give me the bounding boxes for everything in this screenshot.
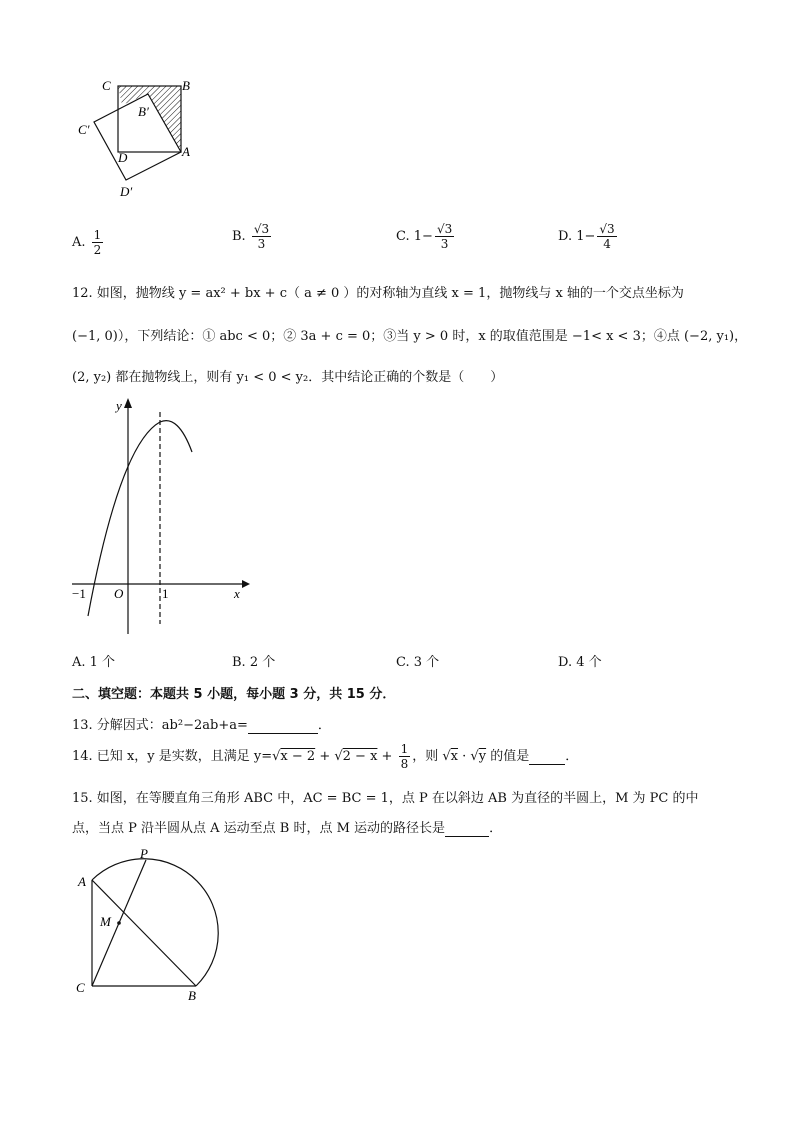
label-B-prime: B′ — [138, 104, 149, 119]
numerator: 1 — [400, 742, 409, 756]
label-O: O — [114, 586, 124, 601]
radicand-1: x − 2 — [280, 749, 316, 764]
sqrt-sign: √ — [334, 749, 343, 764]
figure-q15-semicircle — [70, 840, 230, 1010]
q13-answer-blank[interactable] — [248, 718, 318, 734]
numerator: √3 — [599, 222, 615, 236]
sqrt-sign: √ — [470, 749, 479, 764]
q15-end: ． — [489, 821, 503, 836]
q14-end: ． — [565, 749, 579, 764]
q13-end: ． — [317, 718, 331, 733]
fraction — [399, 742, 411, 771]
q14-answer-blank[interactable] — [529, 749, 565, 765]
q12-option-c[interactable]: C. 3 个 — [396, 655, 440, 670]
q15-line-1: 15. 如图，在等腰直角三角形 ABC 中，AC = BC = 1，点 P 在以斜边 AB 为直径的半圆上，M 为 PC 的中 — [72, 791, 699, 806]
option-prefix: 1− — [576, 229, 596, 244]
numerator: √3 — [436, 222, 453, 236]
q15-answer-blank[interactable] — [445, 821, 489, 837]
denominator: 2 — [93, 243, 102, 257]
label-B: B — [182, 78, 190, 93]
q14-text-start: 14. 已知 x，y 是实数，且满足 y= — [72, 749, 273, 764]
q14 — [72, 742, 578, 771]
q11-option-c[interactable] — [396, 222, 456, 251]
option-label: A. — [72, 235, 86, 250]
fraction — [92, 228, 104, 257]
figure-q12-parabola — [66, 392, 256, 642]
q12-option-d[interactable]: D. 4 个 — [558, 655, 602, 670]
q12-line-3: (2, y₂) 都在抛物线上，则有 y₁ < 0 < y₂．其中结论正确的个数是（ ） — [72, 370, 504, 385]
q15-text: 点，当点 P 沿半圆从点 A 运动至点 B 时，点 M 运动的路径长是 — [72, 821, 446, 836]
label-one: 1 — [162, 586, 169, 601]
q12-option-a[interactable]: A. 1 个 — [72, 655, 116, 670]
option-prefix: 1− — [413, 229, 433, 244]
label-B: B — [188, 988, 196, 1003]
plus: + — [377, 749, 397, 764]
sqrt-sign: √ — [272, 749, 281, 764]
fraction — [252, 222, 271, 251]
point-M — [117, 921, 121, 925]
label-D-prime: D′ — [120, 184, 133, 199]
segment-AB — [92, 880, 196, 986]
fraction — [435, 222, 454, 251]
label-P: P — [140, 846, 148, 861]
parabola-curve — [88, 421, 192, 616]
dot: · — [458, 749, 471, 764]
radicand-2: 2 − x — [342, 749, 378, 764]
fraction — [597, 222, 616, 251]
option-label: C. — [396, 229, 410, 244]
q11-option-b[interactable] — [232, 222, 273, 251]
q13 — [72, 714, 331, 734]
label-A: A — [78, 874, 86, 889]
q15-line-2 — [72, 817, 502, 837]
label-C: C — [76, 980, 85, 995]
x-axis-arrow — [242, 580, 250, 588]
denominator: 3 — [440, 237, 449, 251]
radicand-3: x — [450, 749, 459, 764]
section-heading-fill-in: 二、填空题：本题共 5 小题，每小题 3 分，共 15 分． — [72, 687, 396, 702]
radicand-4: y — [478, 749, 487, 764]
option-label: D. — [558, 229, 573, 244]
q11-option-d[interactable] — [558, 222, 619, 251]
y-axis-arrow — [124, 398, 132, 408]
denominator: 3 — [257, 237, 266, 251]
label-x: x — [234, 586, 240, 601]
numerator: 1 — [93, 228, 102, 242]
q11-option-a[interactable] — [72, 228, 105, 257]
option-label: B. — [232, 229, 246, 244]
label-M: M — [100, 914, 111, 929]
q14-text-end: 的值是 — [486, 749, 530, 764]
label-A: A — [182, 144, 190, 159]
sqrt-sign: √ — [442, 749, 451, 764]
q12-line-1: 12. 如图，抛物线 y = ax² + bx + c（ a ≠ 0 ）的对称轴为直线 x = 1，抛物线与 x 轴的一个交点坐标为 — [72, 286, 684, 301]
q12-line-2: (−1, 0)），下列结论：① abc < 0；② 3a + c = 0；③当 y > 0 时，x 的取值范围是 −1< x < 3；④点 (−2, y₁)， — [72, 329, 748, 344]
numerator: √3 — [253, 222, 270, 236]
label-C: C — [102, 78, 111, 93]
label-D: D — [118, 150, 128, 165]
denominator: 4 — [603, 237, 611, 251]
plus: + — [315, 749, 335, 764]
label-neg1: −1 — [72, 586, 86, 601]
q14-text-mid: ，则 — [412, 749, 443, 764]
q13-text: 13. 分解因式：ab²−2ab+a= — [72, 718, 248, 733]
q12-option-b[interactable]: B. 2 个 — [232, 655, 276, 670]
denominator: 8 — [400, 757, 409, 771]
semicircle-arc — [92, 859, 218, 986]
label-y: y — [116, 398, 122, 413]
label-C-prime: C′ — [78, 122, 90, 137]
figure-q11 — [74, 76, 204, 206]
